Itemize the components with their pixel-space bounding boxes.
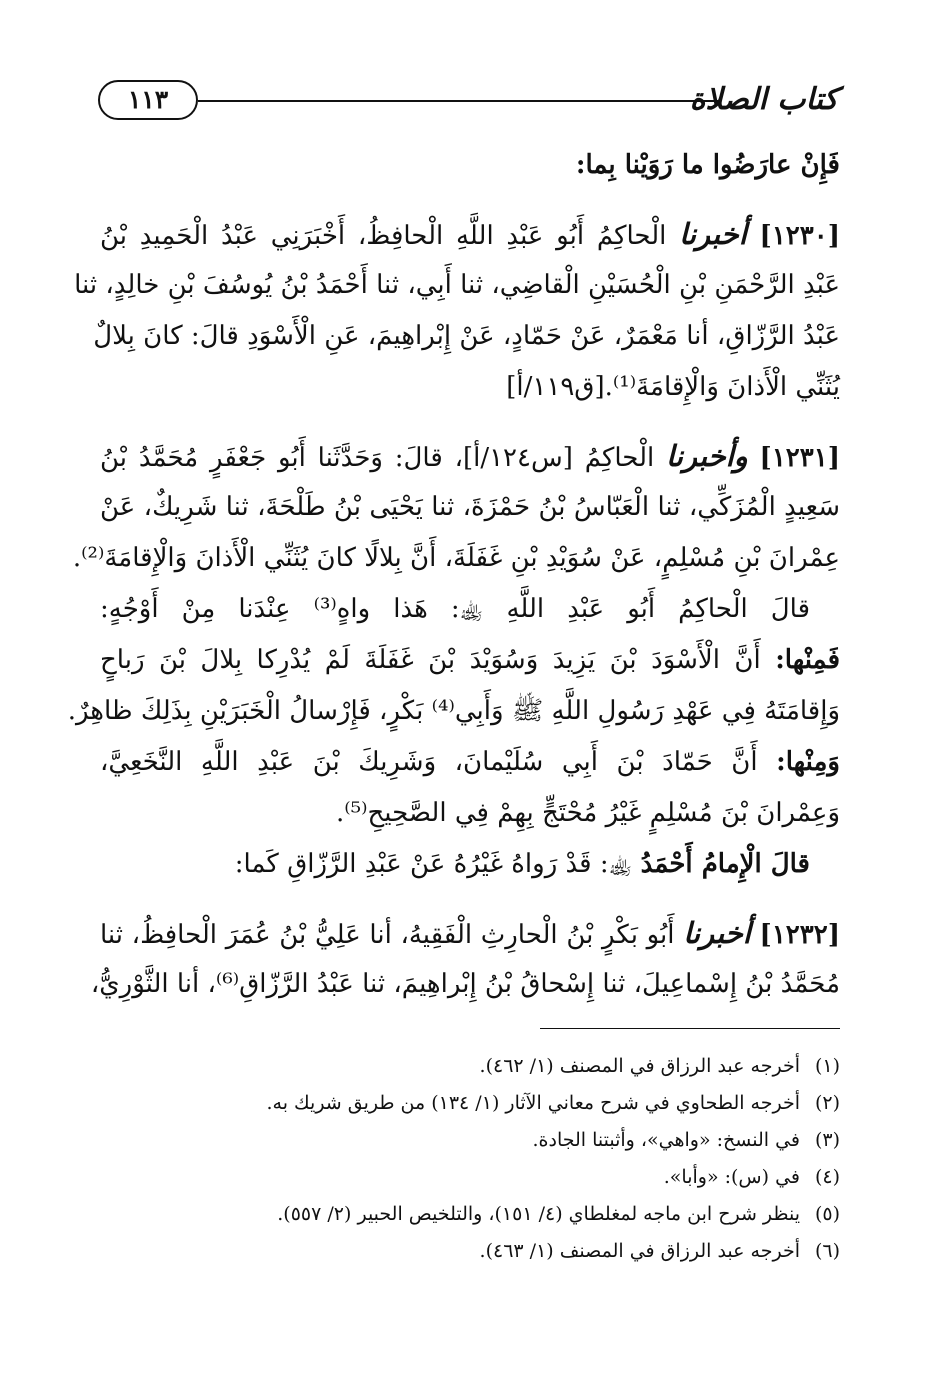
text-segment: أَنَّ حَمّادَ بْنَ أَبِي سُلَيْمانَ، وَشَرِيكَ بْنَ عَبْدِ اللَّهِ النَّخَعِيَّ،: [100, 747, 758, 777]
text-line: فَإِنْ عارَضُوا ما رَوَيْنا بِما:: [575, 150, 840, 180]
narration-verb: أخبرنا: [683, 916, 751, 950]
hadith-number: [١٢٣٠]: [759, 221, 840, 251]
text-line: عِمْرانَ بْنِ مُسْلِمٍ، عَنْ سُوَيْدِ بْنِ غَفَلَةَ، أَنَّ بِلالًا كانَ يُثَنِّي الْأَذانَ وَالْإِقامَةَ⁽²⁾.: [72, 543, 840, 573]
footnote-text: أخرجه عبد الرزاق في المصنف (١/ ٤٦٢).: [479, 1055, 800, 1077]
hadith-1232: [100, 908, 840, 959]
text-line: يُثَنِّي الْأَذانَ وَالْإِقامَةَ⁽¹⁾.[ق١١٩/أ]: [506, 372, 840, 402]
text-segment: الْحاكِمُ [س١٢٤/أ]، قالَ: وَحَدَّثَنا أَبُو جَعْفَرٍ مُحَمَّدُ بْنُ: [100, 443, 655, 473]
text-line: [100, 839, 840, 890]
book-title: كتاب الصلاة: [689, 82, 838, 117]
page-number: ١١٣: [98, 80, 198, 120]
text-line: سَعِيدٍ الْمُزَكِّي، ثنا الْعَبّاسُ بْنُ حَمْزَةَ، ثنا يَحْيَى بْنُ طَلْحَةَ، ثنا شَرِيكٌ، عَنْ: [100, 492, 840, 522]
footnote-number: (٥): [814, 1203, 840, 1225]
narration-verb: وأخبرنا: [666, 439, 748, 473]
footnote-number: (١): [814, 1055, 840, 1077]
footnote-text: أخرجه الطحاوي في شرح معاني الآثار (١/ ١٣٤) من طريق شريك به.: [266, 1092, 800, 1114]
text-line: [100, 635, 840, 686]
narration-verb: أخبرنا: [679, 217, 747, 251]
main-text: [67, 140, 840, 1010]
text-segment: ﵀: قَدْ رَواهُ غَيْرُهُ عَنْ عَبْدِ الرَّزّاقِ كَما:: [234, 849, 633, 879]
text-line: وَإِقامَتَهُ فِي عَهْدِ رَسُولِ اللَّهِ ﷺ وَأَبِي⁽⁴⁾ بَكْرٍ، فَإِرْسالُ الْخَبَرَيْنِ بِذَلِكَ ظاهِرٌ.: [67, 696, 840, 726]
text-line: عَبْدِ الرَّحْمَنِ بْنِ الْحُسَيْنِ الْقاضِي، ثنا أَبِي، ثنا أَحْمَدُ بْنُ يُوسُفَ بْنِ خالِدٍ، ثنا: [74, 270, 840, 300]
footnote-text: ينظر شرح ابن ماجه لمغلطاي (٤/ ١٥١)، والتلخيص الحبير (٢/ ٥٥٧).: [277, 1203, 800, 1225]
text-line: وَعِمْرانَ بْنَ مُسْلِمٍ غَيْرُ مُحْتَجٍّ بِهِمْ فِي الصَّحِيحِ⁽⁵⁾.: [335, 798, 840, 828]
text-segment: أَبُو بَكْرٍ بْنُ الْحارِثِ الْفَقِيهُ، أنا عَلِيُّ بْنُ عُمَرَ الْحافِظُ، ثنا: [100, 920, 675, 950]
text-segment: الْحاكِمُ أَبُو عَبْدِ اللَّهِ الْحافِظُ، أَخْبَرَنِي عَبْدُ الْحَمِيدِ بْنُ: [100, 221, 667, 251]
text-line: قالَ الْحاكِمُ أَبُو عَبْدِ اللَّهِ ﵀: هَذا واهٍ⁽³⁾ عِنْدَنا مِنْ أَوْجُهٍ:: [100, 594, 810, 624]
hadith-number: [١٢٣٢]: [759, 920, 840, 950]
footnote-number: (٦): [814, 1240, 840, 1262]
page-header: [98, 72, 838, 132]
footnote-text: في (س): «وأبا».: [663, 1166, 800, 1188]
hadith-1231: [100, 431, 840, 482]
footnote-separator: [540, 1028, 840, 1029]
hadith-number: [١٢٣١]: [759, 443, 840, 473]
footnotes: [100, 1048, 840, 1270]
footnote: [100, 1233, 840, 1270]
text-line: مُحَمَّدُ بْنُ إِسْماعِيلَ، ثنا إِسْحاقُ بْنُ إِبْراهِيمَ، ثنا عَبْدُ الرَّزّاقِ⁽⁶⁾، أنا الثَّوْرِيُّ،: [90, 969, 840, 999]
lead-word: وَمِنْها:: [776, 747, 840, 777]
footnote-number: (٢): [814, 1092, 840, 1114]
footnote: [100, 1085, 840, 1122]
text-line: عَبْدُ الرَّزّاقِ، أنا مَعْمَرٌ، عَنْ حَمّادٍ، عَنْ إِبْراهِيمَ، عَنِ الْأَسْوَدِ قالَ: كانَ بِلالٌ: [93, 321, 840, 351]
text-segment: أَنَّ الْأَسْوَدَ بْنَ يَزِيدَ وَسُوَيْدَ بْنَ غَفَلَةَ لَمْ يُدْرِكا بِلالَ بْنَ رَباحٍ: [100, 645, 761, 675]
footnote-number: (٤): [814, 1166, 840, 1188]
footnote: [100, 1048, 840, 1085]
text-line: [100, 737, 840, 788]
footnote-text: أخرجه عبد الرزاق في المصنف (١/ ٤٦٣).: [479, 1240, 800, 1262]
footnote-number: (٣): [814, 1129, 840, 1151]
footnote: [100, 1196, 840, 1233]
lead-word: قالَ الْإِمامُ أَحْمَدُ: [640, 849, 810, 879]
hadith-1230: [100, 209, 840, 260]
footnote-text: في النسخ: «واهي»، وأثبتنا الجادة.: [532, 1129, 800, 1151]
footnote: [100, 1159, 840, 1196]
footnote: [100, 1122, 840, 1159]
lead-word: فَمِنْها:: [775, 645, 840, 675]
header-rule: [198, 100, 720, 102]
